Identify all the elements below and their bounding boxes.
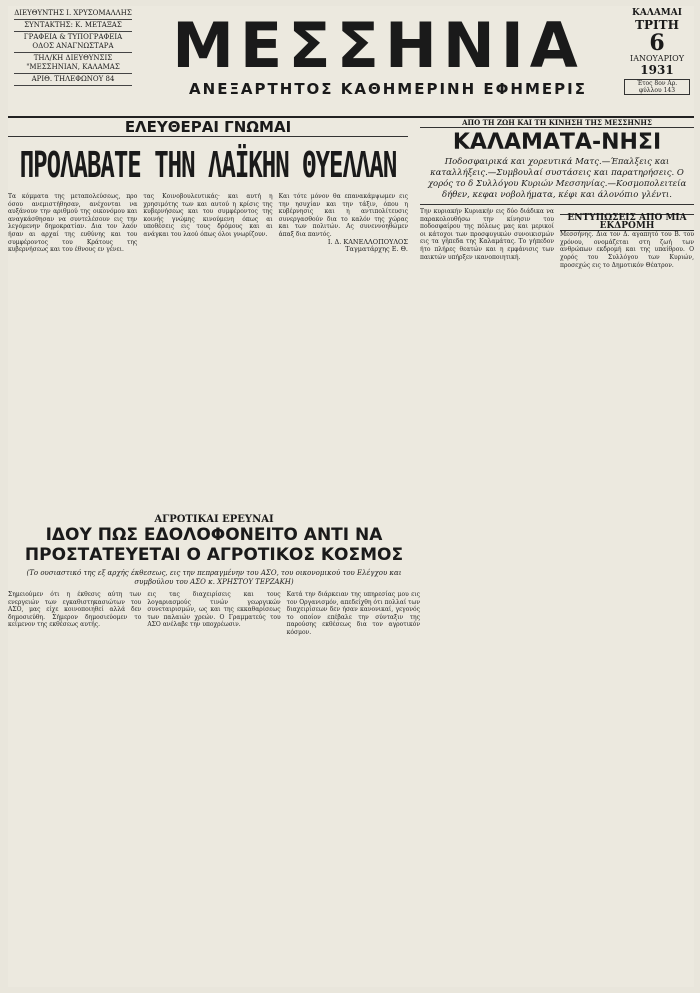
- editor-line: ΣΥΝΤΑΚΤΗΣ: Κ. ΜΕΤΑΞΑΣ: [14, 20, 132, 32]
- year: 1931: [640, 63, 674, 77]
- telegraph-line: ΤΗΛ/ΚΗ ΔΙΕΥΘΥΝΣΙΣ "ΜΕΣΣΗΝΙΑΝ, ΚΑΛΑΜΑΣ: [14, 53, 132, 74]
- right-headline: ΚΑΛΑΜΑΤΑ-ΝΗΣΙ: [452, 130, 662, 155]
- left-col-3-text: Και τότε μόνον θα επανακάμψωμεν εις την ησυχίαν και την τάξιν, όπου η κυβέρνησις και η αντιπολίτευσις συνεργασθούν δια το καλόν της χώρας και των πολιτών. Ας συνεννοηθώμεν άπαξ δια παντός.: [278, 193, 408, 238]
- offices-line: ΓΡΑΦΕΙΑ & ΤΥΠΟΓΡΑΦΕΙΑ ΟΔΟΣ ΑΝΑΓΝΩΣΤΑΡΑ: [14, 32, 132, 53]
- left-kicker: ΕΛΕΥΘΕΡΑΙ ΓΝΩΜΑΙ: [8, 118, 408, 137]
- bottom-col-2: εις τας διαχειρίσεις και τους λογαριασμούς τινών γεωργικών συνεταιρισμών, ως και της εκκαθαρίσεως των παλαιών χρεών. Ο Γραμματεύς του ΑΣΟ ανέλαβε την υποχρέωσιν.: [147, 591, 281, 629]
- left-signature-2: Ταγματάρχης Ε. Θ.: [345, 245, 408, 254]
- right-col-2: [560, 208, 694, 269]
- right-subheadline: Ποδοσφαιρικά και χορευτικά Ματς.—Έπαλξεις και καταλλήξεις.—Συμβουλαί συστάσεις και παρατηρήσεις. Ο χορός το δ Συλλόγου Κυριών Μεσσηνίας.—Κοσμοπολειτεία δήθεν, κεφαι νοβολήματα, κέφι και άλονόπιο γλέντι.: [427, 157, 687, 200]
- weekday: ΤΡΙΤΗ: [635, 18, 679, 32]
- left-headline: ΠΡΟΛΑΒΑΤΕ ΤΗΝ ΛΑΪΚΗΝ ΘΥΕΛΛΑΝ: [19, 144, 397, 186]
- bottom-subheadline: (Το ουσιαστικό της εξ αρχής έκθεσεως, εις την πεπραγμένην του ΑΣΟ, του οικονομικού του Ελέγχου και συμβούλου του ΑΣΟ κ. ΧΡΗΣΤΟΥ ΤΕΡΖΑΚΗ): [26, 569, 402, 586]
- bottom-columns: [8, 591, 420, 637]
- month: ΙΑΝΟΥΑΡΙΟΥ: [630, 54, 684, 63]
- left-col-3: [279, 193, 408, 254]
- bottom-article: [8, 514, 420, 637]
- date-box: [624, 8, 690, 95]
- phone-line: ΑΡΙΘ. ΤΗΛΕΦΩΝΟΥ 84: [14, 74, 132, 86]
- masthead-info-box: [14, 8, 132, 86]
- day: 6: [649, 30, 665, 56]
- newspaper-page: [8, 6, 694, 987]
- right-col-1: Την κυριακήν Κυριακήν εις δύο διάδικα να παρακολουθήσω την κίνησιν του ποδοσφαίρου της πόλεως μας και μερικοί οι κάτοχοι των προσφυγικών συνοικισμών εις τα γήπεδα της Καλαμάτας. Το γήπεδον ήτο πλήρες θεατών και η εμφάνισις των παικτών υπήρξεν ικανοποιητική.: [420, 208, 554, 261]
- excursion-heading: ΕΝΤΥΠΩΣΕΙΣ ΑΠΟ ΜΙΑ ΕΚΔΡΟΜΗ: [560, 214, 694, 231]
- left-columns: [8, 193, 408, 254]
- right-article: [420, 118, 694, 269]
- issue-number: Έτος 8ον Αρ. φύλλου 143: [624, 79, 690, 95]
- bottom-kicker: ΑΓΡΟΤΙΚΑΙ ΕΡΕΥΝΑΙ: [154, 514, 274, 525]
- left-col-1: Τα κόμματα της μεταπολεύσεως, προ όσου ανεμιστήθησαν, ανέχονται να αυξάνουν την αριθμού της οικονόμου και αναγκάσθησαν να συντελέσουν εις την λεγόμενην δημοκρατίαν. Δια τον λαόν ήσαν αι αρχαί της ευθύνης και του συμφέροντος του Κράτους της κυβερνήσεως και του έθνους εν γένει.: [8, 193, 138, 254]
- right-columns: [420, 208, 694, 269]
- divider: [420, 204, 694, 205]
- newspaper-subtitle: ΑΝΕΞΑΡΤΗΤΟΣ ΚΑΘΗΜΕΡΙΝΗ ΕΦΗΜΕΡΙΣ: [189, 80, 587, 98]
- city: ΚΑΛΑΜΑΙ: [632, 8, 682, 18]
- right-col-2-text: Μεσσήνης. Δια τον Δ. αγαπητό του Β. του χρόνου, ονομάζεται στη ζωή των ανθρώπων εκδρομή και της υπαίθρου. Ο χορός του Συλλόγου των Κυριών, προσεχώς εις το Δημοτικόν Θέατρον.: [560, 231, 694, 269]
- left-signature-1: Ι. Δ. ΚΑΝΕΛΛΟΠΟΥΛΟΣ: [327, 237, 408, 246]
- bottom-col-1: Σημειούμεν ότι η έκθεσις αύτη των ενεργειών των εγκαθιστηκασιώτων του ΑΣΟ, μας είχε κοινοποιηθεί αλλά δεν δημοσιεύθη. Σήμερον δημοσιεύομεν το κείμενον της εκθέσεως αυτής.: [8, 591, 142, 629]
- left-article: [8, 118, 408, 254]
- bottom-headline: ΙΔΟΥ ΠΩΣ ΕΔΟΛΟΦΟΝΕΙΤΟ ΑΝΤΙ ΝΑ ΠΡΟΣΤΑΤΕΥΕΤΑΙ Ο ΑΓΡΟΤΙΚΟΣ ΚΟΣΜΟΣ: [24, 525, 404, 565]
- left-col-2: τας Κοινοβουλευτικάς· και αυτή η χρησιμότης των και αυτού η κρίσις της κυβερνήσεως και του συμφέροντος της κοινής γνώμης κινούμενη όπως αι υποθέσεις εις τους δρόμους και αι ανάγκαι του λαού όπως όλοι γνωρίζουν.: [143, 193, 273, 238]
- masthead: [8, 6, 694, 118]
- newspaper-title: ΜΕΣΣΗΝΙΑ: [172, 9, 584, 82]
- director-line: ΔΙΕΥΘΥΝΤΗΣ Ι. ΧΡΥΣΟΜΑΛΛΗΣ: [14, 8, 132, 20]
- right-kicker: ΑΠΟ ΤΗ ΖΩΗ ΚΑΙ ΤΗ ΚΙΝΗΣΗ ΤΗΣ ΜΕΣΣΗΝΗΣ: [420, 118, 694, 128]
- bottom-col-3: Κατά την διάρκειαν της υπηρεσίας μου εις τον Οργανισμόν, απεδείχθη ότι πολλαί των διαχειρίσεων δεν ήσαν κανονικαί, γεγονός το οποίον επέβαλε την σύνταξιν της παρούσης εκθέσεως δια τον αγροτικόν κόσμον.: [286, 591, 420, 636]
